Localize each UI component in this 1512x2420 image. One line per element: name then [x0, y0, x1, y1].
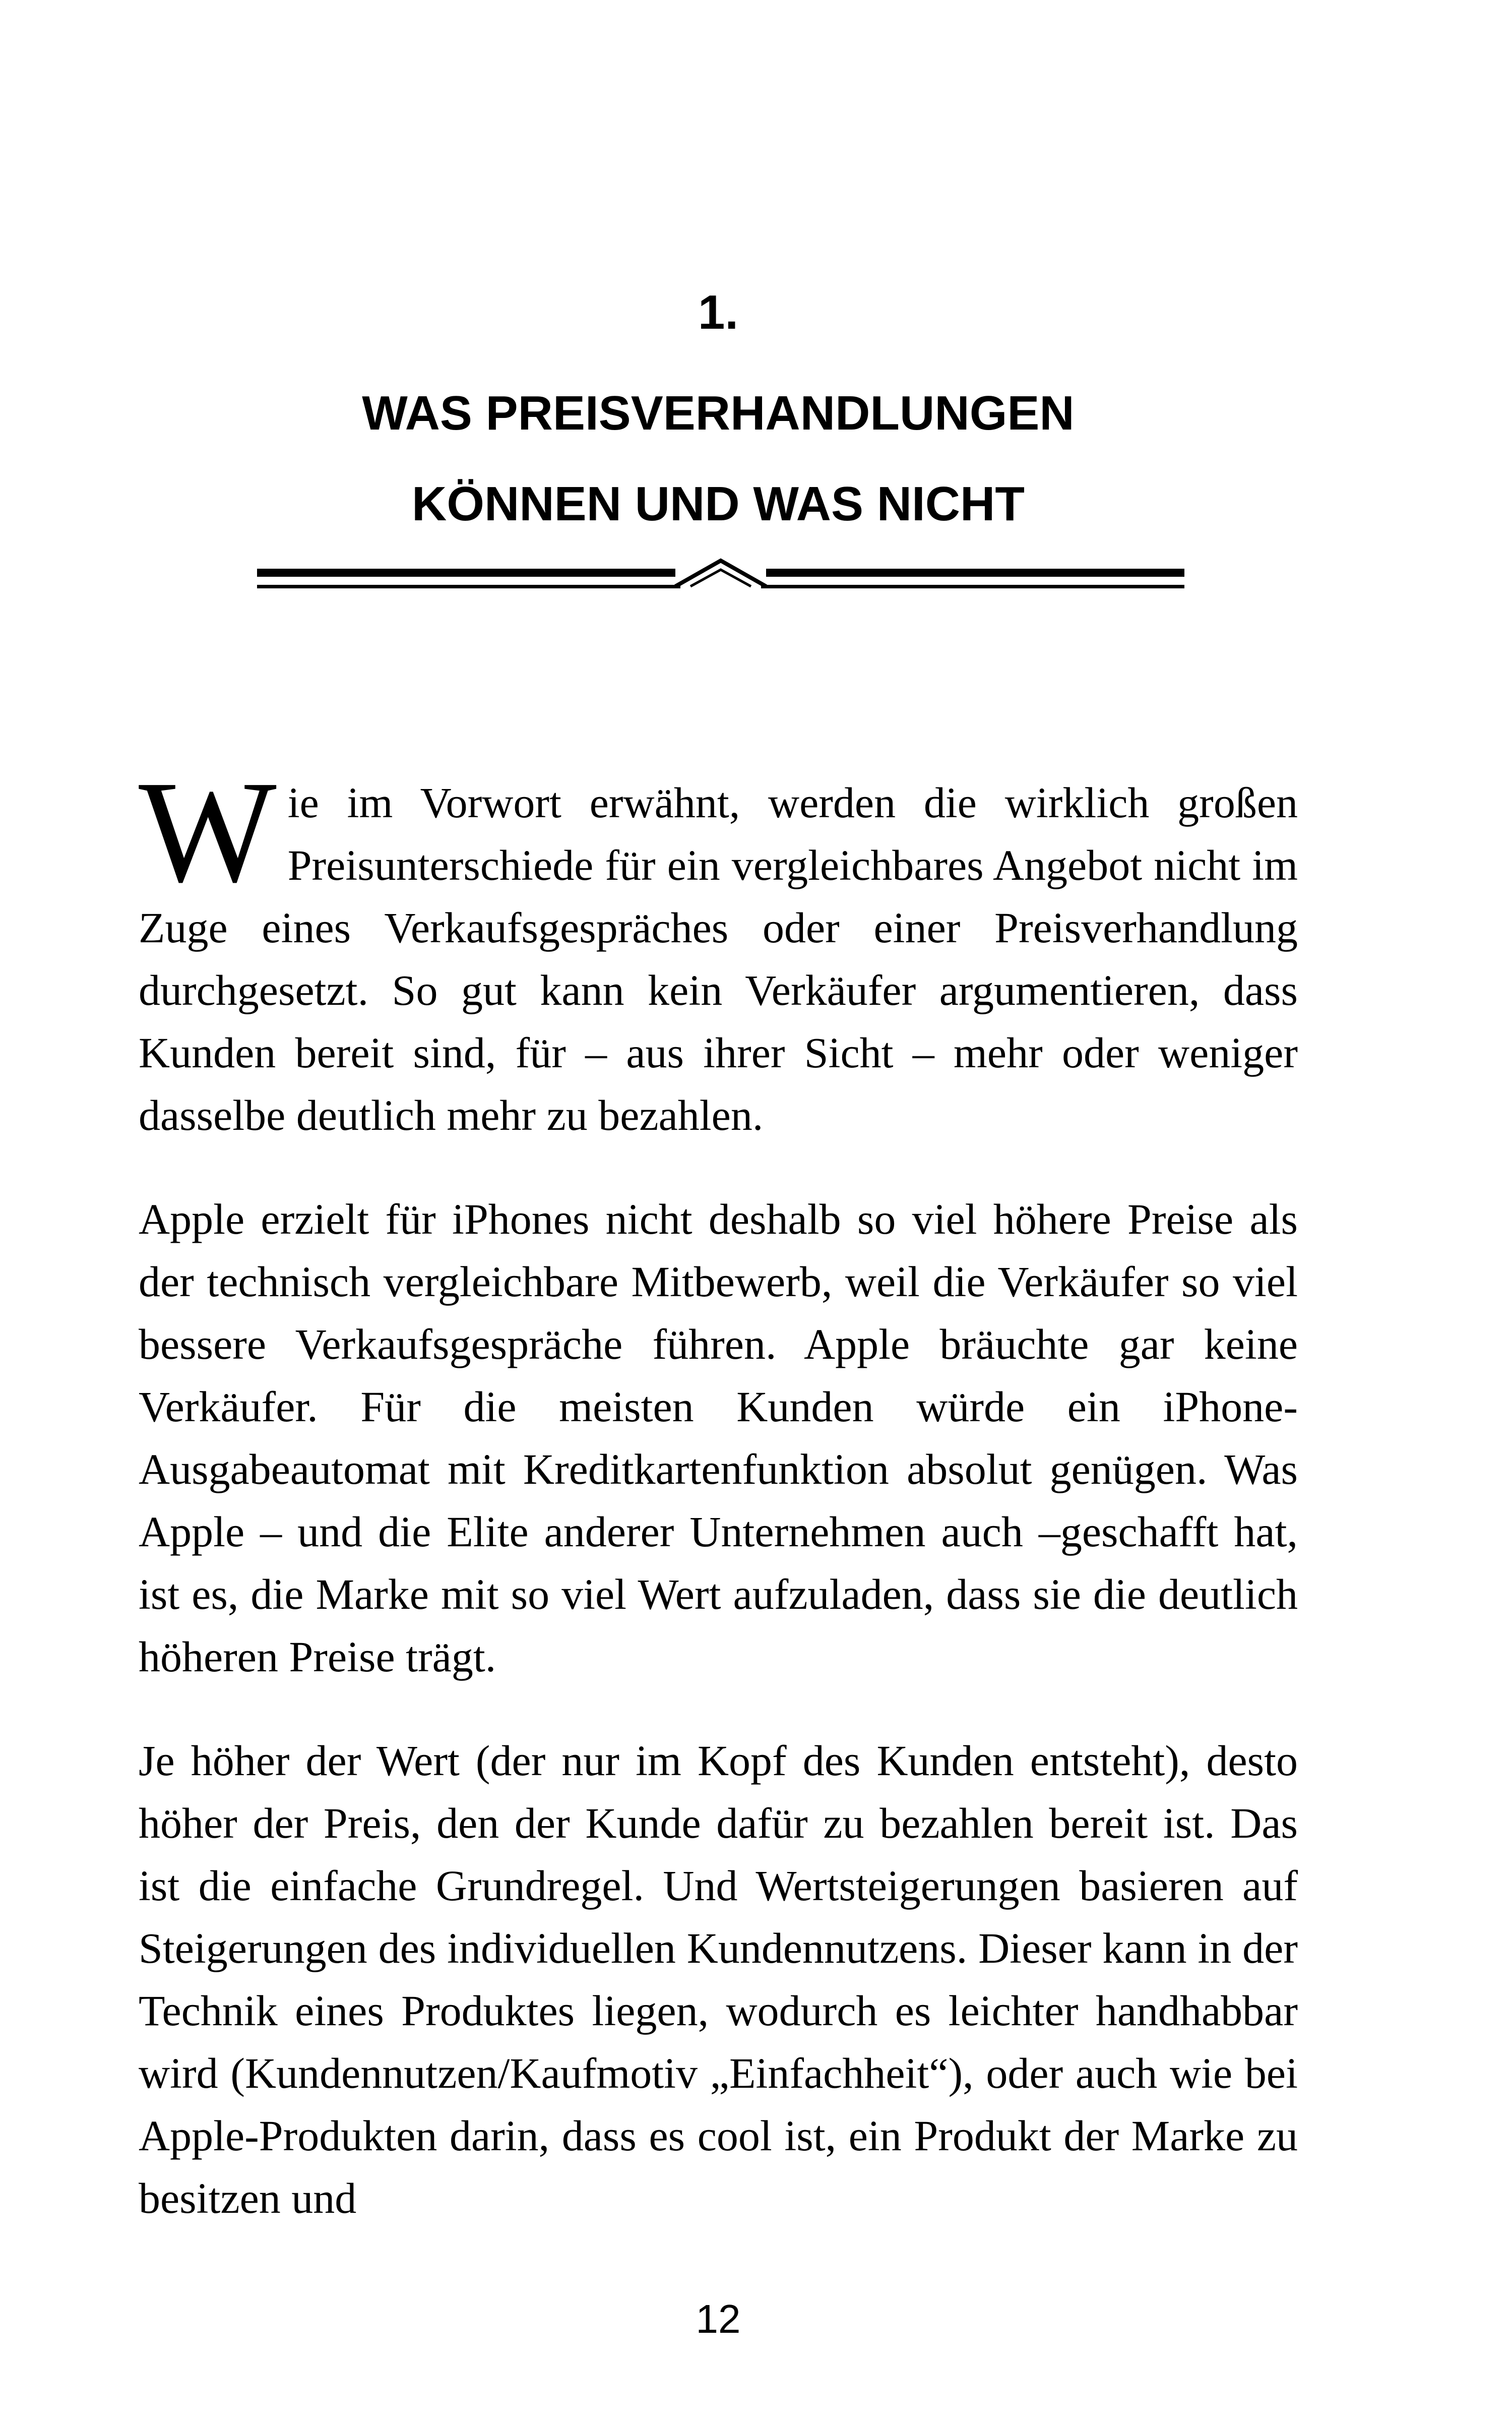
ornament-thin-bar-left [257, 585, 680, 588]
ornament-chevron [675, 561, 766, 586]
chapter-number: 1. [698, 285, 739, 339]
ornament-thick-bar-right [766, 569, 1184, 577]
ornament-thick-bar-left [257, 569, 675, 577]
paragraph-2: Apple erzielt für iPhones nicht deshalb so viel höhere Preise als der technisch vergleichbare Mitbewerb, weil die Verkäufer so viel bessere Verkaufsgespräche führen. Apple bräuchte gar keine Verkäufer. Für die meisten Kunden würde ein iPhone-Ausgabeautomat mit Kreditkartenfunktion absolut genügen. Was Apple – und die Elite anderer Unternehmen auch –geschafft hat, ist es, die Marke mit so viel Wert aufzuladen, dass sie die deutlich höheren Preise trägt. [139, 1195, 1298, 1681]
body-text [139, 751, 1298, 2271]
chapter-title-line-2: KÖNNEN UND WAS NICHT [412, 477, 1025, 531]
paragraph-3: Je höher der Wert (der nur im Kopf des Kunden entsteht), desto höher der Preis, den der Kunde dafür zu bezahlen bereit ist. Das ist die einfache Grundregel. Und Wertsteigerungen basieren auf Steigerungen des individuellen Kundennutzens. Dieser kann in der Technik eines Produktes liegen, wodurch es leichter handhabbar wird (Kundennutzen/Kaufmotiv „Einfachheit“), oder auch wie bei Apple-Produkten darin, dass es cool ist, ein Produkt der Marke zu besitzen und [139, 1736, 1298, 2222]
chapter-title [0, 368, 1436, 550]
paragraph-1 [139, 751, 1298, 1146]
chapter-title-line-1: WAS PREISVERHANDLUNGEN [362, 386, 1075, 440]
paragraph-1-text: ie im Vorwort erwähnt, werden die wirklich großen Preisunterschiede für ein vergleichbares Angebot nicht im Zuge eines Verkaufsgespräches oder einer Preisverhandlung durchgesetzt. So gut kann kein Verkäufer argumentieren, dass Kunden bereit sind, für – aus ihrer Sicht – mehr oder weniger dasselbe deutlich mehr zu bezahlen. [139, 778, 1298, 1139]
ornament-thin-bar-right [761, 585, 1184, 588]
drop-cap: W [139, 751, 277, 913]
chapter-divider-ornament [252, 555, 1189, 595]
page-number: 12 [696, 2296, 741, 2341]
